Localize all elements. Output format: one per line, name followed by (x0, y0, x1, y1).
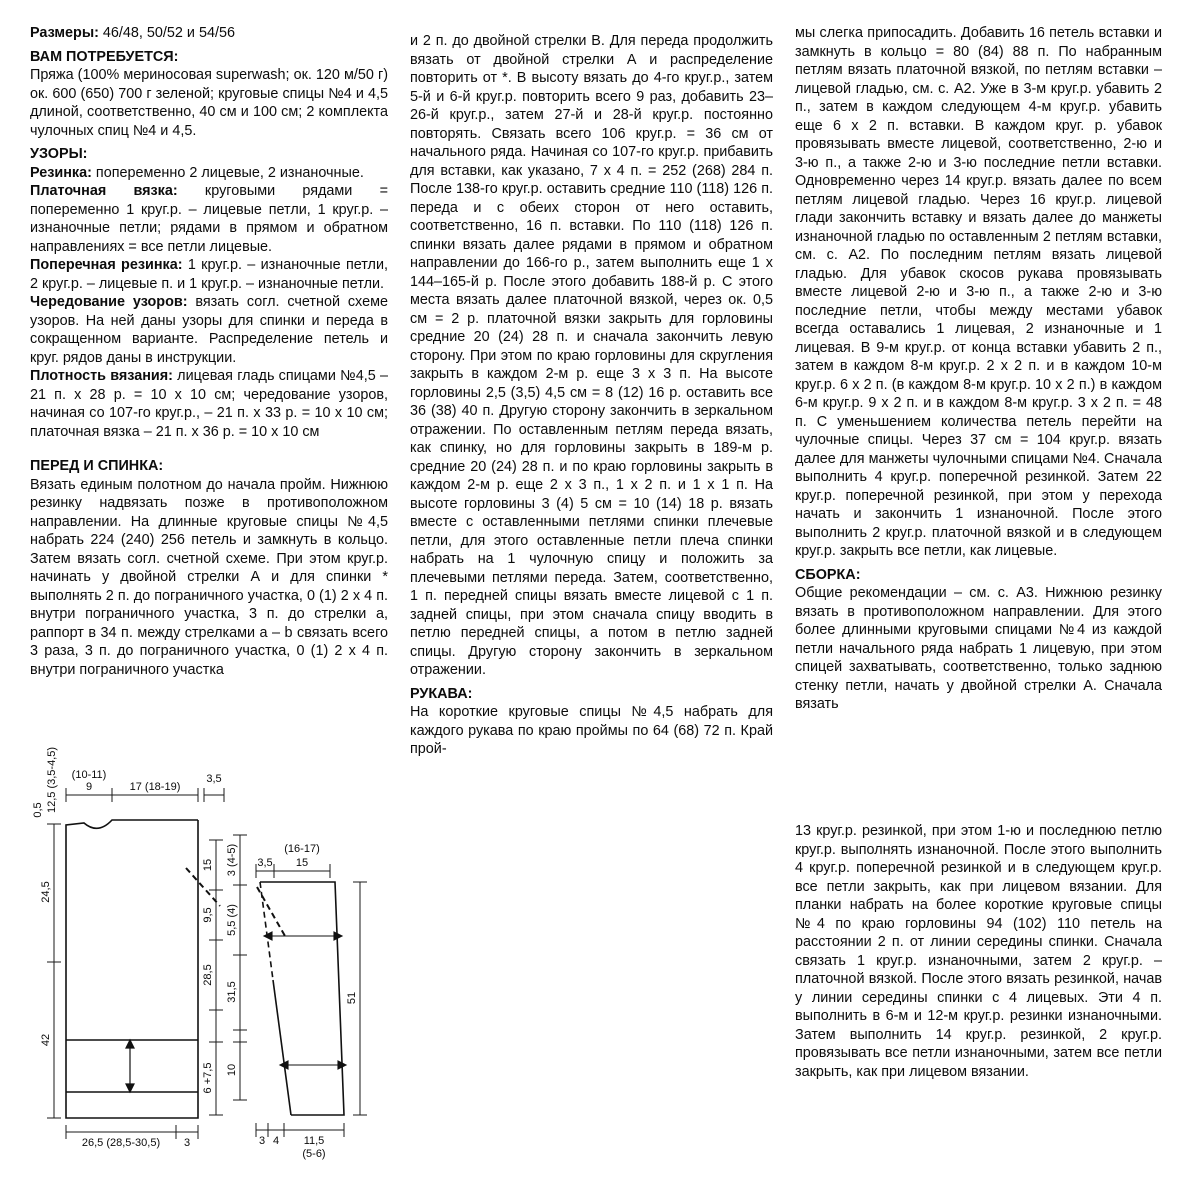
body-bottom-edge-label: 3 (183, 1137, 191, 1149)
body-measure-lines (47, 788, 247, 1139)
pattern-garter-text: круговыми рядами = попеременно 1 круг.р. – лицевые петли, 1 круг.р. – изнаночные петли; рядами в прямом и обратном направлениях = все петли лицевые. (30, 183, 388, 255)
body-armhole-b-label: 5,5 (4) (226, 904, 238, 936)
pattern-cross-rib-label: Поперечная резинка: (30, 257, 183, 273)
pattern-alternation (30, 293, 388, 367)
sleeve-length-label: 51 (346, 991, 358, 1005)
pattern-gauge-label: Плотность вязания: (30, 368, 173, 384)
knitting-schematic-svg (28, 740, 380, 1160)
pattern-garter-label: Платочная вязка: (30, 183, 178, 199)
body-yoke-height-label: 24,5 (40, 881, 52, 903)
patterns-header: УЗОРЫ: (30, 146, 88, 162)
sleeve-bottom-a-label: 3 (258, 1135, 266, 1147)
body-insert-height-label: 15 (202, 858, 214, 872)
pattern-garter (30, 182, 388, 256)
left-column (30, 24, 388, 679)
sleeve-bottom-alt-label: (5-6) (302, 1148, 326, 1160)
sizes-line (30, 24, 388, 43)
body-height-label: 42 (40, 1033, 52, 1047)
body-side-a-label: 28,5 (202, 964, 214, 986)
pattern-rib (30, 164, 388, 183)
sleeve-bottom-b-label: 4 (272, 1135, 280, 1147)
body-outline (66, 820, 220, 1118)
sleeve-outline (257, 882, 344, 1115)
right-column (795, 24, 1162, 714)
schematic-diagram (28, 740, 380, 1160)
pattern-rib-text: попеременно 2 лицевые, 2 изнаночные. (91, 164, 364, 181)
sleeves-text: На короткие круговые спицы №4,5 набрать для каждого рукава по краю проймы по 64 (68) 72 п. Край прой- (410, 704, 773, 757)
body-top-width-alt-label: (10-11) (71, 769, 107, 781)
sizes-value: 46/48, 50/52 и 54/56 (98, 25, 235, 41)
body-bottom-width-label: 26,5 (28,5-30,5) (81, 1137, 161, 1149)
front-back-text: Вязать единым полотном до начала пройм. Нижнюю резинку надвязать позже в противоположном направлении. На длинные круговые спицы №4,5 набрать 224 (240) 256 петель и замкнуть в кольцо. Затем вязать согл. счетной схеме. При этом круг.р. начинать у двойной стрелки А и для спинки * выполнять 2 п. до пограничного участка, 0 (1) 2 х 4 п. внутри пограничного участка, 3 п. до стрелки а, раппорт в 34 п. между стрелками а – b связать всего 3 раза, 3 п. до пограничного участка, 0 (1) 2 х 4 п. внутри пограничного участка (30, 476, 388, 678)
pattern-alternation-text: вязать согл. счетной схеме узоров. На ней даны узоры для спинки и переда в сокращенном варианте. Распределение петель и круг. рядов даны в инструкции. (30, 294, 388, 366)
finishing-text: 13 круг.р. резинкой, при этом 1-ю и последнюю петлю круг.р. выполнять изнаночной. После этого выполнить 4 круг.р. поперечной резинкой и в следующем круг.р. все петли закрыть, как при лицевом вязании. Для планки набрать на более короткие круговые спицы №4 по краю горловины 94 (102) 110 петель на расстоянии 2 п. от линии середины спинки. Сначала связать 1 круг.р. изнаночными, затем 2 круг.р. – платочной вязкой. После этого вязать резинкой, начав у линии середины спинки с 4 лицевых. Эти 4 п. выполнить в 6-м и 12-м круг.р. резинки изнаночными. Затем выполнить 14 круг.р. резинкой, 2 круг.р. провязывать все петли изнаночными, затем все петли закрыть, как при лицевом вязании. (795, 823, 1162, 1080)
materials-text: Пряжа (100% мериносовая superwash; ок. 120 м/50 г) ок. 600 (650) 700 г зеленой; круговые спицы №4 и 4,5 длиной, соответственно, 40 см и 100 см; 2 комплекта чулочных спиц №4 и 4,5. (30, 67, 388, 139)
pattern-cross-rib (30, 256, 388, 293)
body-side-b-label: 31,5 (226, 981, 238, 1003)
sleeve-top-width-alt-label: (16-17) (284, 843, 320, 855)
body-hem-b-label: 10 (226, 1063, 238, 1077)
pattern-cross-rib-text: 1 круг.р. – изнаночные петли, 2 круг.р. – лицевые п. и 1 круг.р. – изнаночные петли. (30, 257, 388, 292)
body-back-neck-depth-label: 0,5 (32, 802, 44, 818)
pattern-rib-label: Резинка: (30, 164, 92, 181)
middle-column (410, 32, 773, 759)
ribbing-arrow (126, 1040, 134, 1092)
pattern-gauge (30, 367, 388, 441)
sleeve-top-width-label: 15 (295, 857, 309, 869)
pattern-gauge-text: лицевая гладь спицами №4,5 – 21 п. х 28 р. = 10 х 10 см; чередование узоров, начиная со 107-го круг.р., – 21 п. х 33 р. = 10 х 10 см; платочная вязка – 21 п. х 36 р. = 10 х 10 см (30, 368, 388, 440)
pattern-alternation-label: Чередование узоров: (30, 294, 188, 310)
assembly-header: СБОРКА: (795, 566, 861, 583)
body-front-neck-depth-label: 12,5 (3,5-4,5) (46, 746, 58, 814)
front-back-continuation-text: и 2 п. до двойной стрелки В. Для переда продолжить вязать от двойной стрелки А и распределение повторить от *. В высоту вязать до 4-го круг.р., затем 5-й и 6-й круг.р. повторить всего 9 раз, добавить 23–26-й круг.р., затем 27-й и 28-й круг.р. постоянно повторять. Связать всего 106 круг.р. = 36 см от начального ряда. Начиная со 107-го круг.р. прибавить для вставки, как указано, 7 х 4 п. = 252 (268) 284 п. После 138-го круг.р. оставить средние 110 (118) 126 п. переда и с обеих сторон от него оставить, соответственно, 16 п. вставки. По 110 (118) 126 п. спинки вязать далее рядами в прямом и обратном направлении до 166-го р., затем выполнить еще 1 х 144–165-й р. После этого добавить 188-й р. С этого места вязать далее платочной вязкой, через ок. 0,5 см = 2 р. платочной вязки закрыть для горловины средние 20 (24) 28 п. и сначала закончить левую сторону. При этом по краю горловины для скругления закрыть в каждом 2-м р. еще 3 х 3 п. На высоте горловины 2,5 (3,5) 4,5 см = 8 (12) 16 р. оставить все 36 (38) 40 п. Другую сторону закончить в зеркальном отражении. По оставленным петлям переда вязать, как спинку, но для горловины закрыть в 189-м р. средние 20 (24) 28 п. и по краю горловины закрыть в каждом 2-м р. еще 2 х 3 п., 1 х 2 п. и 1 х 1 п. На высоте горловины 3 (4) 5 см = 10 (14) 18 р. вязать вместе с оставленными петлями спинки плечевые петли, для этого оставленные петли плеча спинки набрать на 1 чулочную спицу и положить за плечевыми петлями переда. Затем, соответственно, 1 п. передней спицы вязать вместе лицевой с 1 п. задней спицы, при этом сначала спицу вводить в петлю передней спицы, а потом в петлю задней спицы. Другую сторону закончить в зеркальном отражении. (410, 33, 773, 678)
body-top-width-left-label: 9 (85, 781, 93, 793)
body-armhole-a-label: 9,5 (202, 907, 214, 923)
body-shoulder-width-label: 3,5 (206, 773, 222, 785)
sizes-label: Размеры: (30, 25, 99, 41)
sleeve-bottom-width-label: 11,5 (303, 1135, 325, 1147)
sleeve-insert-width-label: 3,5 (257, 857, 273, 869)
materials-header: ВАМ ПОТРЕБУЕТСЯ: (30, 48, 179, 65)
right-column-lower (795, 822, 1162, 1081)
sleeves-header: РУКАВА: (410, 685, 473, 702)
body-hem-a-label: 6 +7,5 (202, 1062, 214, 1094)
body-top-width-right-label: 17 (18-19) (129, 781, 181, 793)
body-insert-alt-label: 3 (4-5) (226, 843, 238, 877)
sleeves-continuation-text: мы слегка припосадить. Добавить 16 петель вставки и замкнуть в кольцо = 80 (84) 88 п. По набранным петлям вязать платочной вязкой, по петлям вставки – лицевой гладью, см. с. А2. Уже в 3-м круг.р. убавить 2 п., затем в каждом следующем 4-м круг.р. убавить еще 6 х 2 п. вставки. В каждом круг. р. убавок провязывать вместе лицевой, соответственно, 2-ю и 3-ю п., а также 2-ю и 3-ю последние петли вставки. Одновременно через 14 круг.р. вязать далее по всем петлям лицевой гладью. Через 16 круг.р. лицевой глади закончить вставку и вязать далее до манжеты изнаночной гладью по оставленным 2 петлям вставки, см. с. А2. По последним петлям вязать лицевой гладью. Для убавок скосов рукава провязывать вместе лицевой 2-ю и 3-ю п., а также 2-ю и 3-ю последние петли, чтобы между местами убавок всегда оставались 1 лицевая, 2 изнаночные и 1 лицевая. В 9-м круг.р. от конца вставки убавить 2 п., затем в каждом 8-м круг.р. 2 х 2 п. и в каждом 10-м круг.р. 6 х 2 п. (в каждом 8-м круг.р. 10 х 2 п.) в каждом 6-м круг.р. 9 х 2 п. и в каждом 8-м круг.р. 3 х 2 п. = 48 п. С уменьшением количества петель перейти на чулочные спицы. Через 37 см = 104 круг.р. вязать далее для манжеты чулочными спицами №4. Сначала выполнить 4 круг.р. поперечной резинкой. Затем 22 круг.р. поперечной резинкой, при этом у перехода начать и закончить 1 изнаночной. После этого выполнить 2 круг.р. платочной вязкой и в следующем круг.р. закрыть все петли, как лицевые. (795, 25, 1162, 559)
front-back-header: ПЕРЕД И СПИНКА: (30, 458, 164, 474)
diagram-labels (32, 747, 358, 1160)
assembly-text: Общие рекомендации – см. с. А3. Нижнюю резинку вязать в противоположном направлении. Для этого более длинными круговыми спицами №4 из каждой петли начального ряда набрать 1 лицевую, при этом спицей захватывать, соответственно, только заднюю стенку петли, начать у двойной стрелки А. Сначала вязать (795, 585, 1162, 712)
